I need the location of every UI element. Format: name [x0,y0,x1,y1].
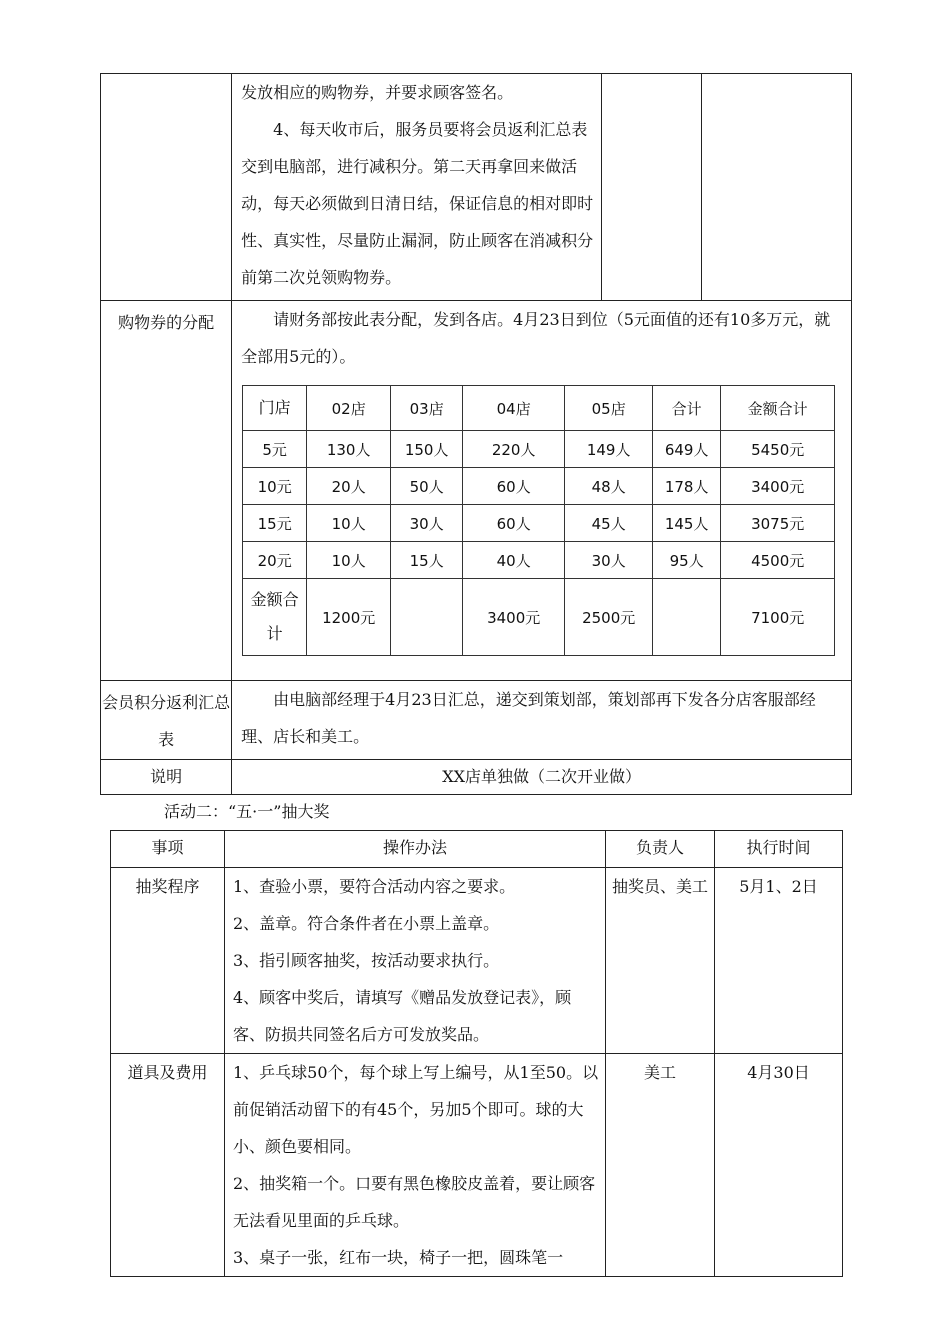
allocation-total-row [243,579,835,656]
data-cell: 3075元 [721,505,835,542]
item-cell: 道具及费用 [111,1054,225,1277]
voucher-distribution-text: 请财务部按此表分配，发到各店。4月23日到位（5元面值的还有10多万元，就全部用5元的）。 [241,310,831,366]
header-cell: 05店 [565,386,653,431]
header-cell: 门店 [243,386,307,431]
allocation-row [243,542,835,579]
note-label: 说明 [101,760,232,795]
data-cell: 7100元 [721,579,835,656]
table-row [101,301,852,681]
owner-cell: 抽奖员、美工 [606,868,715,1054]
step-line: 2、盖章。符合条件者在小票上盖章。 [233,914,500,933]
method-cell [225,868,606,1054]
table-row [101,760,852,795]
data-cell: 5450元 [721,431,835,468]
data-cell: 149人 [565,431,653,468]
method-cell [225,1054,606,1277]
header-item: 事项 [111,831,225,868]
procedure-line: 发放相应的购物券，并要求顾客签名。 [241,83,514,102]
voucher-allocation-table [242,385,835,656]
note-text: XX店单独做（二次开业做） [232,760,852,795]
data-cell: 10元 [243,468,307,505]
data-cell: 45人 [565,505,653,542]
data-cell: 30人 [391,505,463,542]
header-owner: 负责人 [606,831,715,868]
header-method: 操作办法 [225,831,606,868]
data-cell: 130人 [307,431,391,468]
procedure-cell [232,74,601,301]
time-cell: 5月1、2日 [715,868,843,1054]
data-cell: 1200元 [307,579,391,656]
allocation-row [243,468,835,505]
data-cell: 60人 [463,468,565,505]
step-line: 4、顾客中奖后，请填写《赠品发放登记表》，顾客、防损共同签名后方可发放奖品。 [233,988,572,1044]
procedure-step-4: 4、每天收市后，服务员要将会员返利汇总表交到电脑部，进行减积分。第二天再拿回来做活动，每天必须做到日清日结，保证信息的相对即时性、真实性，尽量防止漏洞，防止顾客在消减积分前第二次兑领购物券。 [241,120,594,287]
activity2-title: 活动二：“五·一”抽大奖 [164,802,330,821]
data-cell: 220人 [463,431,565,468]
data-cell: 3400元 [463,579,565,656]
data-cell: 178人 [653,468,721,505]
data-cell: 30人 [565,542,653,579]
data-cell: 150人 [391,431,463,468]
table-row [111,868,843,1054]
header-row [111,831,843,868]
data-cell: 48人 [565,468,653,505]
header-time: 执行时间 [715,831,843,868]
data-cell: 20人 [307,468,391,505]
item-cell [101,74,232,301]
points-summary-label: 会员积分返利汇总表 [101,681,232,760]
header-cell: 03店 [391,386,463,431]
step-line: 1、乒乓球50个，每个球上写上编号，从1至50。以前促销活动留下的有45个，另加5个即可。球的大小、颜色要相同。 [233,1063,599,1156]
owner-cell: 美工 [606,1054,715,1277]
data-cell: 3400元 [721,468,835,505]
table-row [101,74,852,301]
data-cell: 10人 [307,542,391,579]
data-cell: 50人 [391,468,463,505]
table-row [111,1054,843,1277]
header-cell: 合计 [653,386,721,431]
step-line: 2、抽奖箱一个。口要有黑色橡胶皮盖着，要让顾客无法看见里面的乒乓球。 [233,1174,596,1230]
data-cell: 金额合计 [243,579,307,656]
time-cell: 4月30日 [715,1054,843,1277]
data-cell: 15人 [391,542,463,579]
data-cell: 95人 [653,542,721,579]
allocation-row [243,505,835,542]
data-cell: 20元 [243,542,307,579]
time-cell [701,74,851,301]
allocation-row [243,431,835,468]
data-cell [391,579,463,656]
data-cell [653,579,721,656]
step-line: 3、桌子一张，红布一块，椅子一把，圆珠笔一 [233,1248,564,1267]
plan-table-2 [110,830,843,1277]
owner-cell [601,74,701,301]
points-summary-cell [232,681,852,760]
data-cell: 40人 [463,542,565,579]
voucher-distribution-label: 购物券的分配 [101,301,232,681]
step-line: 3、指引顾客抽奖，按活动要求执行。 [233,951,500,970]
data-cell: 2500元 [565,579,653,656]
header-cell: 04店 [463,386,565,431]
data-cell: 60人 [463,505,565,542]
header-cell: 02店 [307,386,391,431]
allocation-header-row [243,386,835,431]
data-cell: 15元 [243,505,307,542]
data-cell: 10人 [307,505,391,542]
data-cell: 4500元 [721,542,835,579]
voucher-distribution-cell [232,301,852,681]
step-line: 1、查验小票，要符合活动内容之要求。 [233,877,516,896]
item-cell: 抽奖程序 [111,868,225,1054]
data-cell: 5元 [243,431,307,468]
points-summary-text: 由电脑部经理于4月23日汇总，递交到策划部，策划部再下发各分店客服部经理、店长和美工。 [241,690,816,746]
data-cell: 145人 [653,505,721,542]
data-cell: 649人 [653,431,721,468]
table-row [101,681,852,760]
plan-table-1 [100,73,852,795]
header-cell: 金额合计 [721,386,835,431]
